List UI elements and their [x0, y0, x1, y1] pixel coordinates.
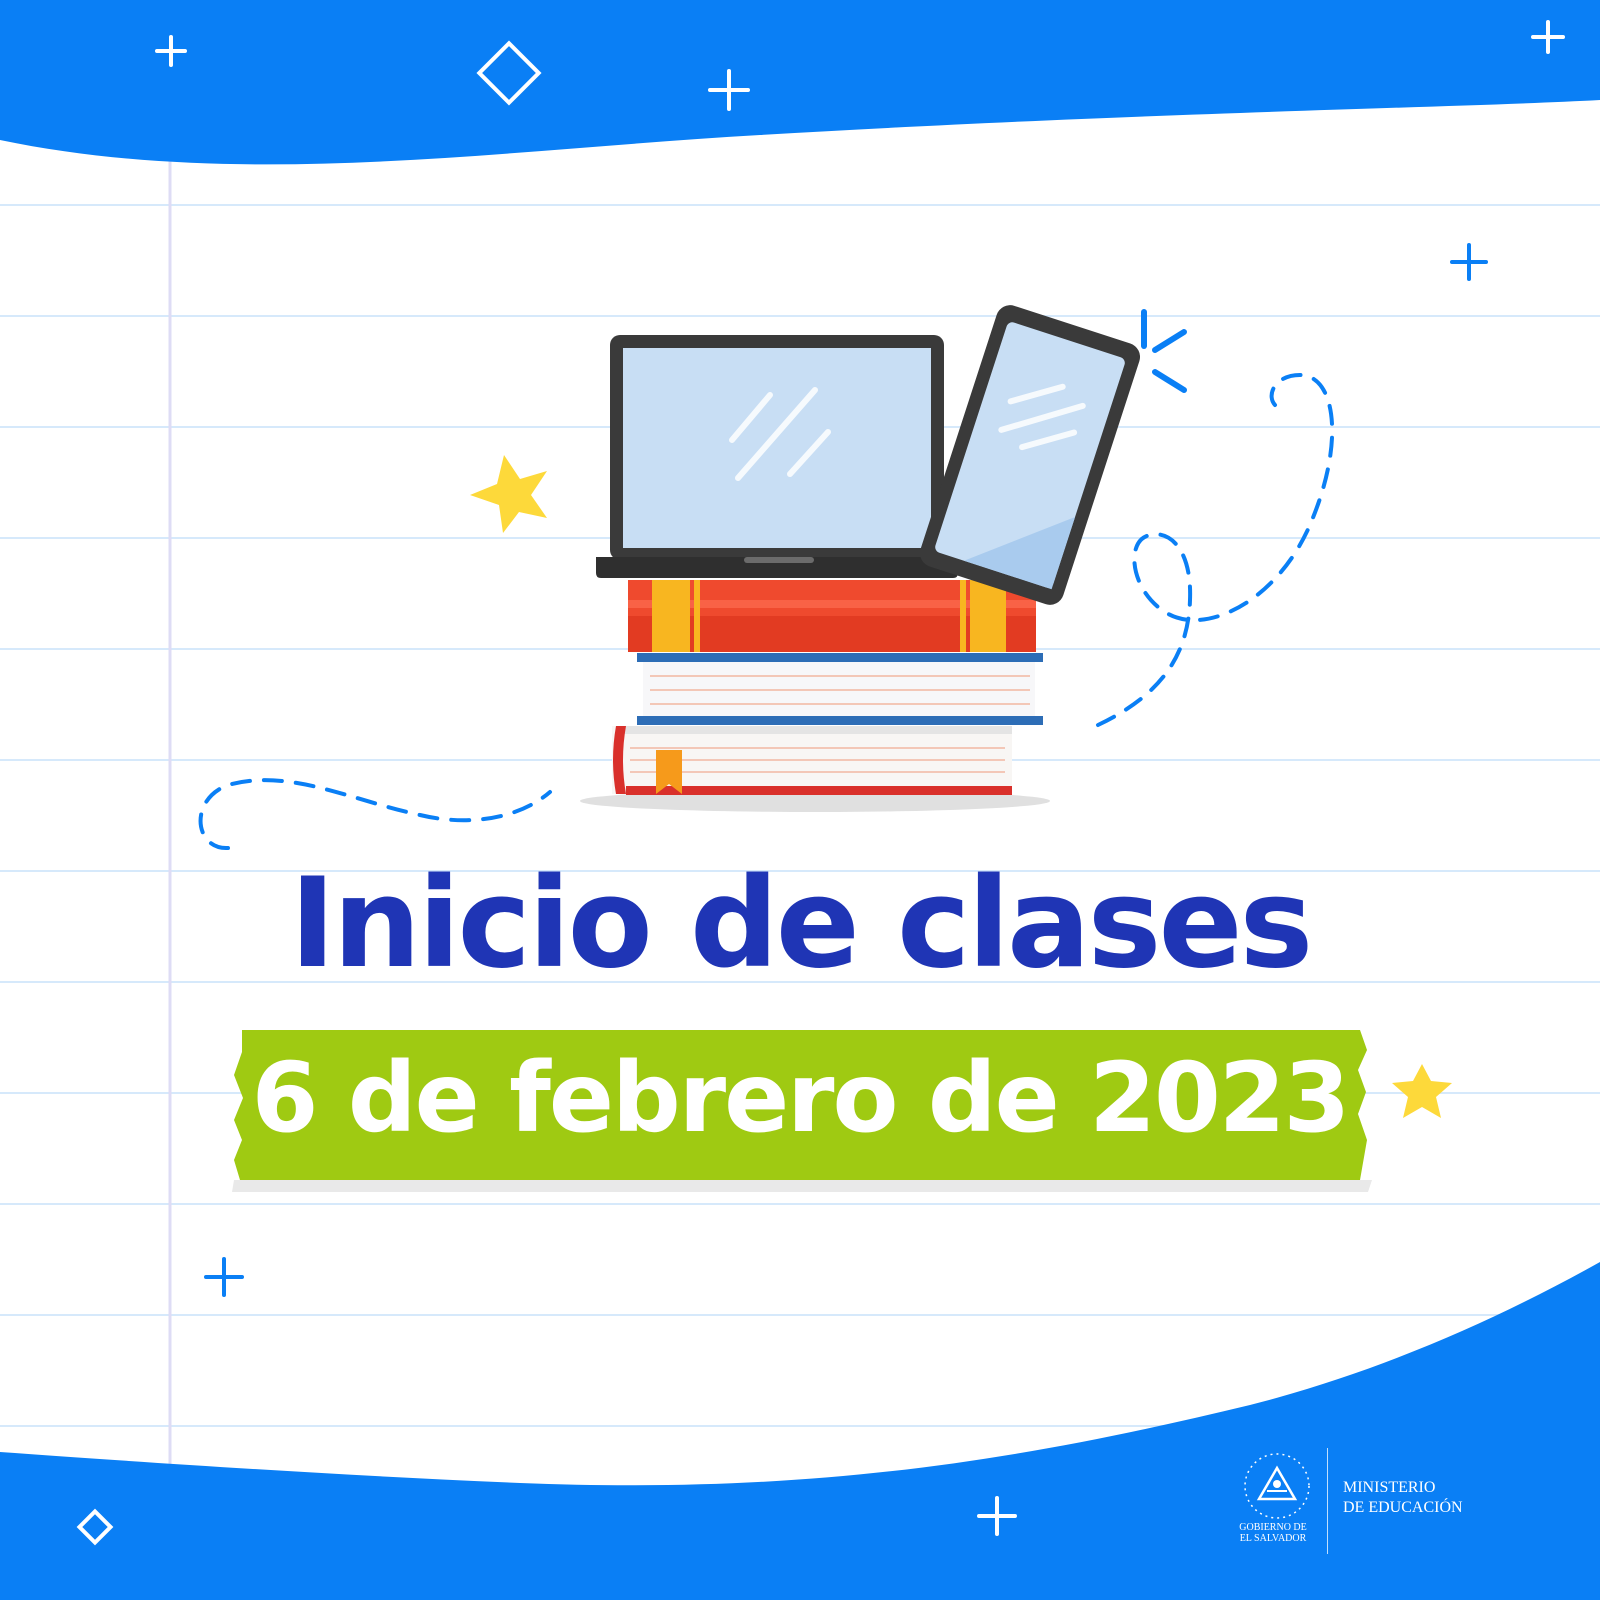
top-wave: [0, 0, 1600, 164]
laptop-icon: [596, 335, 958, 578]
plus-icon: [206, 1259, 242, 1295]
star-icon: [1392, 1064, 1452, 1118]
logo-divider: [1327, 1448, 1328, 1554]
plus-icon: [1452, 245, 1486, 279]
tablet-icon: [916, 302, 1143, 609]
date-banner-shadow: [232, 1180, 1372, 1192]
ministry-label-line2: DE EDUCACIÓN: [1343, 1499, 1463, 1516]
ministry-label: [1343, 1478, 1463, 1518]
page-title: Inicio de clases: [289, 852, 1311, 996]
start-date: 6 de febrero de 2023: [251, 1042, 1349, 1154]
government-label-line1: GOBIERNO DE: [1239, 1522, 1307, 1533]
book-stack-icon: [580, 580, 1050, 812]
government-label: [1225, 1522, 1321, 1544]
click-burst-icon: [1144, 312, 1184, 390]
ministry-logo: [1235, 1448, 1495, 1558]
dashed-doodle-left: [201, 780, 550, 848]
government-label-line2: EL SALVADOR: [1239, 1533, 1307, 1544]
star-icon: [470, 455, 547, 533]
ministry-label-line1: MINISTERIO: [1343, 1479, 1436, 1496]
